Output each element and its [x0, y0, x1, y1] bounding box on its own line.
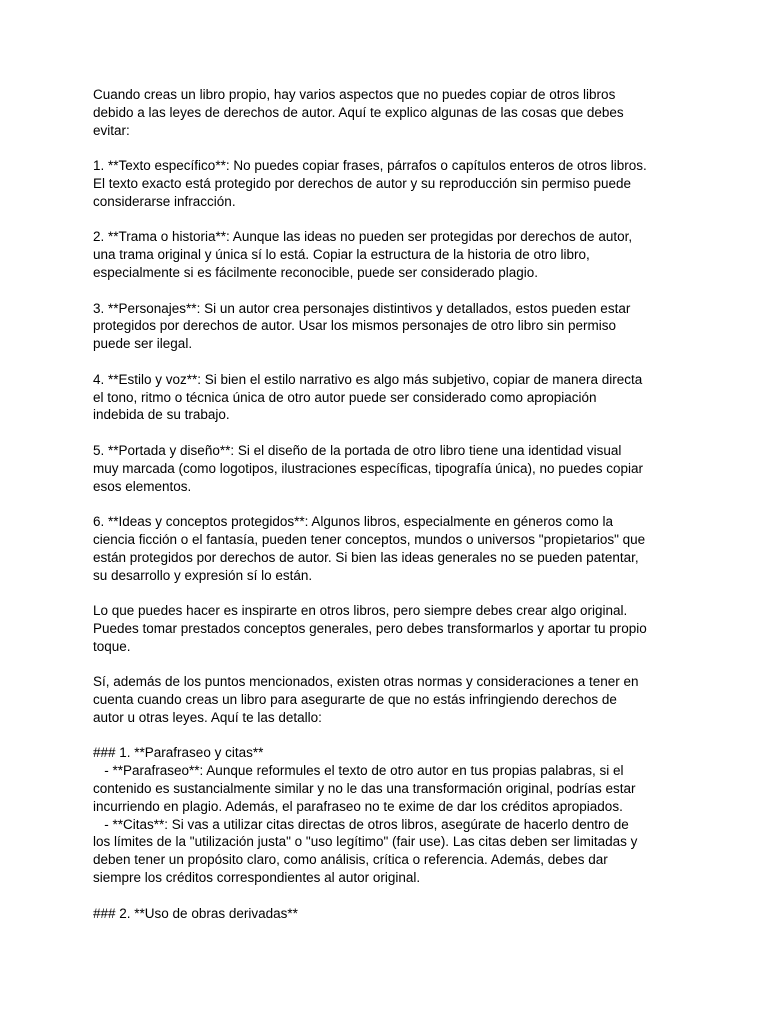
text-line: Lo que puedes hacer es inspirarte en otros libros, pero siempre debes crear algo original. — [93, 603, 628, 619]
text-line: 6. **Ideas y conceptos protegidos**: Algunos libros, especialmente en géneros como la — [93, 514, 614, 530]
list-item-2 — [93, 228, 683, 281]
intro-paragraph — [93, 86, 683, 139]
list-item-3 — [93, 300, 683, 353]
text-line: 3. **Personajes**: Si un autor crea personajes distintivos y detallados, estos pueden estar — [93, 300, 631, 316]
text-line: protegidos por derechos de autor. Usar los mismos personajes de otro libro sin permiso — [93, 318, 617, 334]
list-item-1 — [93, 157, 683, 210]
list-item-4 — [93, 371, 683, 424]
text-line: autor u otras leyes. Aquí te las detallo: — [93, 709, 322, 725]
list-item-5 — [93, 442, 683, 495]
text-line: toque. — [93, 638, 131, 654]
text-line: el tono, ritmo o técnica única de otro autor puede ser considerado como apropiación — [93, 389, 597, 405]
text-line: contenido es sustancialmente similar y no le das una transformación original, podrías estar — [93, 781, 636, 797]
text-line: están protegidos por derechos de autor. Si bien las ideas generales no se pueden patentar, — [93, 549, 639, 565]
text-line: ciencia ficción o el fantasía, pueden tener conceptos, mundos o universos "propietarios" que — [93, 531, 646, 547]
text-line: cuenta cuando creas un libro para asegurarte de que no estás infringiendo derechos de — [93, 692, 617, 708]
text-line: esos elementos. — [93, 478, 192, 494]
summary-paragraph — [93, 602, 683, 655]
section-heading — [93, 905, 683, 923]
text-line: El texto exacto está protegido por derechos de autor y su reproducción sin permiso puede — [93, 175, 632, 191]
text-line: Sí, además de los puntos mencionados, existen otras normas y consideraciones a tener en — [93, 674, 639, 690]
section-2 — [93, 905, 683, 923]
text-line: una trama original y única sí lo está. Copiar la estructura de la historia de otro libro, — [93, 247, 590, 263]
subitem-parafraseo — [93, 762, 683, 815]
followup-paragraph — [93, 673, 683, 726]
heading-text: ### 2. **Uso de obras derivadas** — [93, 905, 298, 921]
text-line: deben tener un propósito claro, como análisis, crítica o referencia. Además, debes dar — [93, 852, 608, 868]
text-line: puede ser ilegal. — [93, 336, 193, 352]
list-item-6 — [93, 513, 683, 584]
text-line: - **Parafraseo**: Aunque reformules el texto de otro autor en tus propias palabras, si el — [93, 763, 624, 779]
section-heading — [93, 744, 683, 762]
section-1 — [93, 744, 683, 886]
text-line: 5. **Portada y diseño**: Si el diseño de la portada de otro libro tiene una identidad visual — [93, 442, 622, 458]
text-line: siempre los créditos correspondientes al autor original. — [93, 870, 421, 886]
text-line: muy marcada (como logotipos, ilustraciones específicas, tipografía única), no puedes copiar — [93, 460, 644, 476]
text-line: los límites de la "utilización justa" o "uso legítimo" (fair use). Las citas deben ser limitadas y — [93, 834, 638, 850]
text-line: incurriendo en plagio. Además, el parafraseo no te exime de dar los créditos apropiados. — [93, 798, 623, 814]
text-line: especialmente si es fácilmente reconocible, puede ser considerado plagio. — [93, 264, 539, 280]
subitem-citas — [93, 816, 683, 887]
text-line: considerarse infracción. — [93, 193, 236, 209]
text-line: su desarrollo y expresión sí lo están. — [93, 567, 313, 583]
document-page — [93, 86, 683, 940]
text-line: 1. **Texto específico**: No puedes copiar frases, párrafos o capítulos enteros de otros libros. — [93, 158, 647, 174]
text-line: debido a las leyes de derechos de autor. Aquí te explico algunas de las cosas que debes — [93, 104, 624, 120]
text-line: Cuando creas un libro propio, hay varios aspectos que no puedes copiar de otros libros — [93, 87, 616, 102]
text-line: evitar: — [93, 122, 130, 138]
text-line: 2. **Trama o historia**: Aunque las ideas no pueden ser protegidas por derechos de autor, — [93, 229, 633, 245]
heading-text: ### 1. **Parafraseo y citas** — [93, 745, 264, 761]
text-line: Puedes tomar prestados conceptos generales, pero debes transformarlos y aportar tu propio — [93, 620, 647, 636]
text-line: 4. **Estilo y voz**: Si bien el estilo narrativo es algo más subjetivo, copiar de manera directa — [93, 371, 643, 387]
text-line: - **Citas**: Si vas a utilizar citas directas de otros libros, asegúrate de hacerlo dentro de — [93, 816, 629, 832]
text-line: indebida de su trabajo. — [93, 407, 230, 423]
